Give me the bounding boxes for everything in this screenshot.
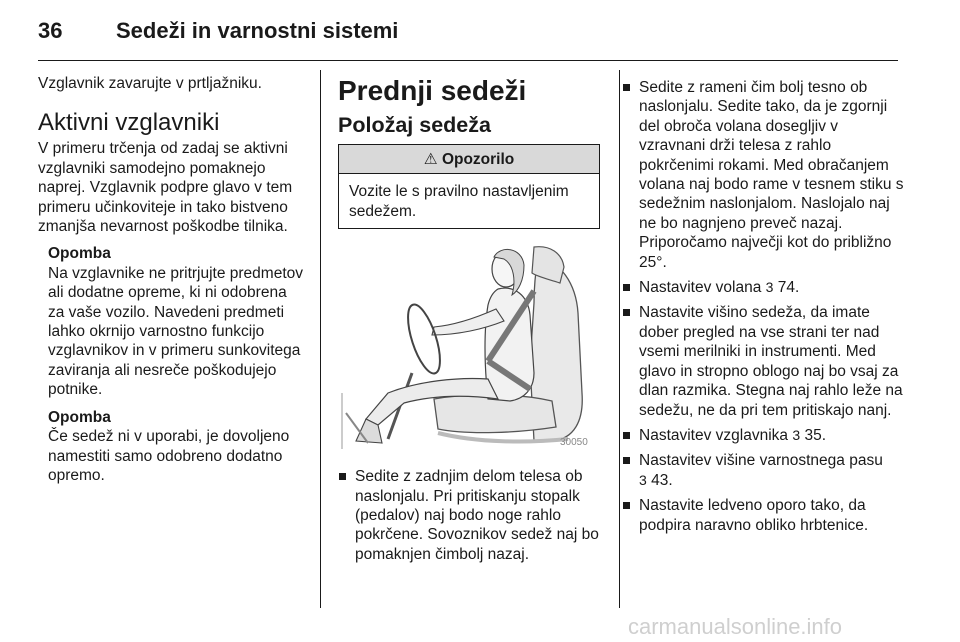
list-item: Sedite z rameni čim bolj tesno ob naslonjalu. Sedite tako, da je zgornji del obroča volana dosegljiv v vzravnani drži telesa z rahlo pokrčenimi rokami. Med obračanjem volana naj bodo rame v tesnem stiku s sedežnim naslonjalom. Naslojalo naj ne bo nagnjeno preveč nazaj. Priporočamo največji kot do približno 25°. [622,78,904,272]
page-number: 36 [38,18,63,43]
bullet-list-middle [338,467,602,564]
watermark: carmanualsonline.info [628,614,843,639]
page-header [38,18,918,50]
column-left [38,74,306,485]
cross-reference-icon: 3 [639,471,647,488]
figure-number: 30050 [560,437,588,449]
note-text: Na vzglavnike ne pritrjujte predmetov ali dodatne opreme, ki ni odobrena za vaše vozilo. Navedeni predmeti lahko okrnijo varnostno funkcijo vzglavnikov in v primeru sunkovitega zaviranja ali nesreče poškodujejo potnike. [48,264,304,399]
warning-box [338,144,600,229]
section-heading-active-headrests: Aktivni vzglavniki [38,109,220,137]
column-divider-2 [619,70,620,608]
intro-text: Vzglavnik zavarujte v prtljažniku. [38,75,262,92]
page-reference-link[interactable]: 35. [804,426,827,444]
column-right [622,74,904,541]
page-reference-link[interactable]: 43. [651,471,673,489]
seat-position-illustration [338,243,600,449]
page-reference-link[interactable]: 74. [777,279,800,297]
section-heading-front-seats: Prednji sedeži [338,75,527,106]
cross-reference-icon: 3 [765,279,774,296]
list-item: Nastavite višino sedeža, da imate dober pregled na vse strani ter nad vsemi merilniki in instrumenti. Med glavo in stropno oblogo naj bo vsaj za dlan razmika. Stegna naj rahlo leže na sedežu, ne da pri tem pritiskajo nanj. [622,303,904,419]
column-divider-1 [320,70,321,608]
chapter-title: Sedeži in varnostni sistemi [116,18,399,43]
note-text: Če sedež ni v uporabi, je dovoljeno namestiti samo odobreno dodatno opremo. [48,428,290,484]
list-item: Nastavite ledveno oporo tako, da podpira naravno obliko hrbtenice. [622,496,904,535]
note-1 [48,244,306,399]
list-item: Nastavitev vzglavnika 3 35. [622,426,904,445]
driver-seat-figure [338,243,600,449]
cross-reference-icon: 3 [792,426,801,443]
note-title: Opomba [48,245,111,263]
section-body: V primeru trčenja od zadaj se aktivni vzglavniki samodejno pomaknejo naprej. Vzglavnik podpre glavo v tem primeru učinkoviteje in tako bistveno zmanjša nevarnost poškodbe tilnika. [38,140,293,236]
warning-title: Opozorilo [441,151,515,168]
header-rule [38,60,898,61]
warning-header [339,145,599,174]
note-title: Opomba [48,408,111,426]
list-item: Nastavitev volana 3 74. [622,278,904,297]
note-2 [48,408,306,486]
warning-icon: ⚠ [423,151,438,168]
list-item: Sedite z zadnjim delom telesa ob naslonjalu. Pri pritiskanju stopalk (pedalov) naj bodo noge rahlo pokrčene. Sovoznikov sedež naj bo pomaknjen čimbolj nazaj. [338,467,602,564]
bullet-list-right [622,78,904,535]
column-middle [338,74,602,570]
subheading-seat-position: Položaj sedeža [338,113,491,137]
warning-text: Vozite le s pravilno nastavljenim sedežem. [349,183,569,220]
list-item: Nastavitev višine varnostnega pasu 3 43. [622,451,904,490]
